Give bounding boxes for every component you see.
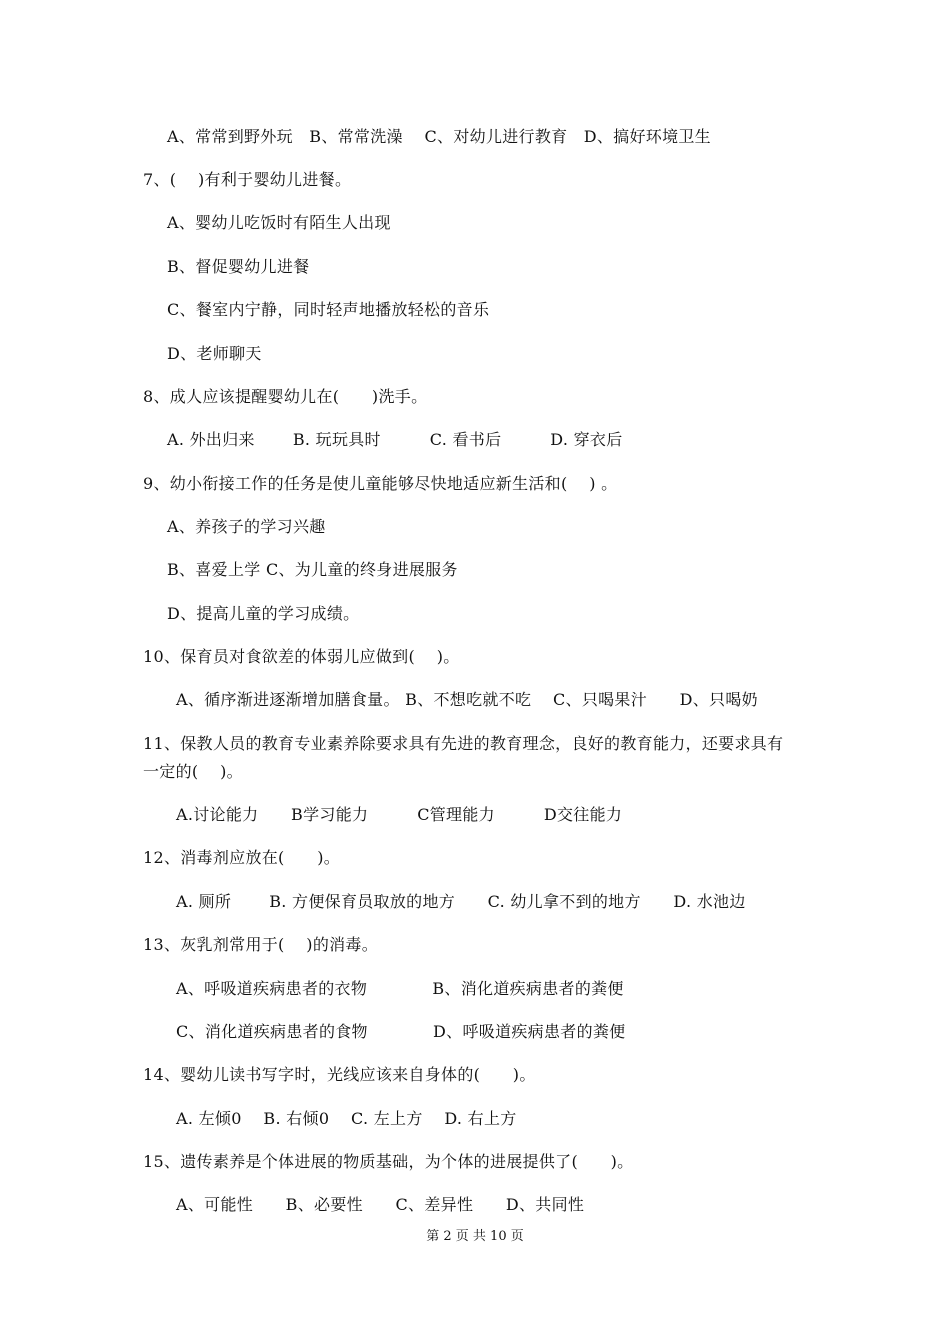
q11-question-line2: 一定的( )。 (143, 762, 243, 781)
q6-options: A、常常到野外玩 B、常常洗澡 C、对幼儿进行教育 D、搞好环境卫生 (167, 127, 711, 146)
q11-question-line1: 11、保教人员的教育专业素养除要求具有先进的教育理念，良好的教育能力，还要求具有 (143, 734, 784, 753)
q11-options: A.讨论能力 B学习能力 C管理能力 D交往能力 (176, 805, 623, 824)
q8-question: 8、成人应该提醒婴幼儿在( )洗手。 (143, 387, 428, 406)
q7-option-b: B、督促婴幼儿进餐 (167, 257, 310, 276)
q7-option-c: C、餐室内宁静，同时轻声地播放轻松的音乐 (167, 300, 490, 319)
q7-question: 7、( )有利于婴幼儿进餐。 (143, 170, 352, 189)
q10-options: A、循序渐进逐渐增加膳食量。 B、不想吃就不吃 C、只喝果汁 D、只喝奶 (176, 690, 758, 709)
q13-options-cd: C、消化道疾病患者的食物 D、呼吸道疾病患者的粪便 (176, 1022, 626, 1041)
q9-option-a: A、养孩子的学习兴趣 (167, 517, 326, 536)
q12-options: A. 厕所 B. 方便保育员取放的地方 C. 幼儿拿不到的地方 D. 水池边 (176, 892, 746, 911)
q7-option-d: D、老师聊天 (167, 344, 262, 363)
q14-question: 14、婴幼儿读书写字时，光线应该来自身体的( )。 (143, 1065, 536, 1084)
page-number-footer: 第 2 页 共 10 页 (426, 1229, 524, 1244)
q9-option-bc: B、喜爱上学 C、为儿童的终身进展服务 (167, 560, 458, 579)
q8-options: A. 外出归来 B. 玩玩具时 C. 看书后 D. 穿衣后 (167, 430, 623, 449)
q15-options: A、可能性 B、必要性 C、差异性 D、共同性 (176, 1195, 585, 1214)
q13-question: 13、灰乳剂常用于( )的消毒。 (143, 935, 379, 954)
q14-options: A. 左倾0 B. 右倾0 C. 左上方 D. 右上方 (176, 1109, 517, 1128)
q12-question: 12、消毒剂应放在( )。 (143, 848, 341, 867)
q9-option-d: D、提高儿童的学习成绩。 (167, 604, 360, 623)
q10-question: 10、保育员对食欲差的体弱儿应做到( )。 (143, 647, 460, 666)
q15-question: 15、遗传素养是个体进展的物质基础，为个体的进展提供了( )。 (143, 1152, 634, 1171)
q7-option-a: A、婴幼儿吃饭时有陌生人出现 (167, 213, 391, 232)
q13-options-ab: A、呼吸道疾病患者的衣物 B、消化道疾病患者的粪便 (176, 979, 624, 998)
q9-question: 9、幼小衔接工作的任务是使儿童能够尽快地适应新生活和( ) 。 (143, 474, 618, 493)
